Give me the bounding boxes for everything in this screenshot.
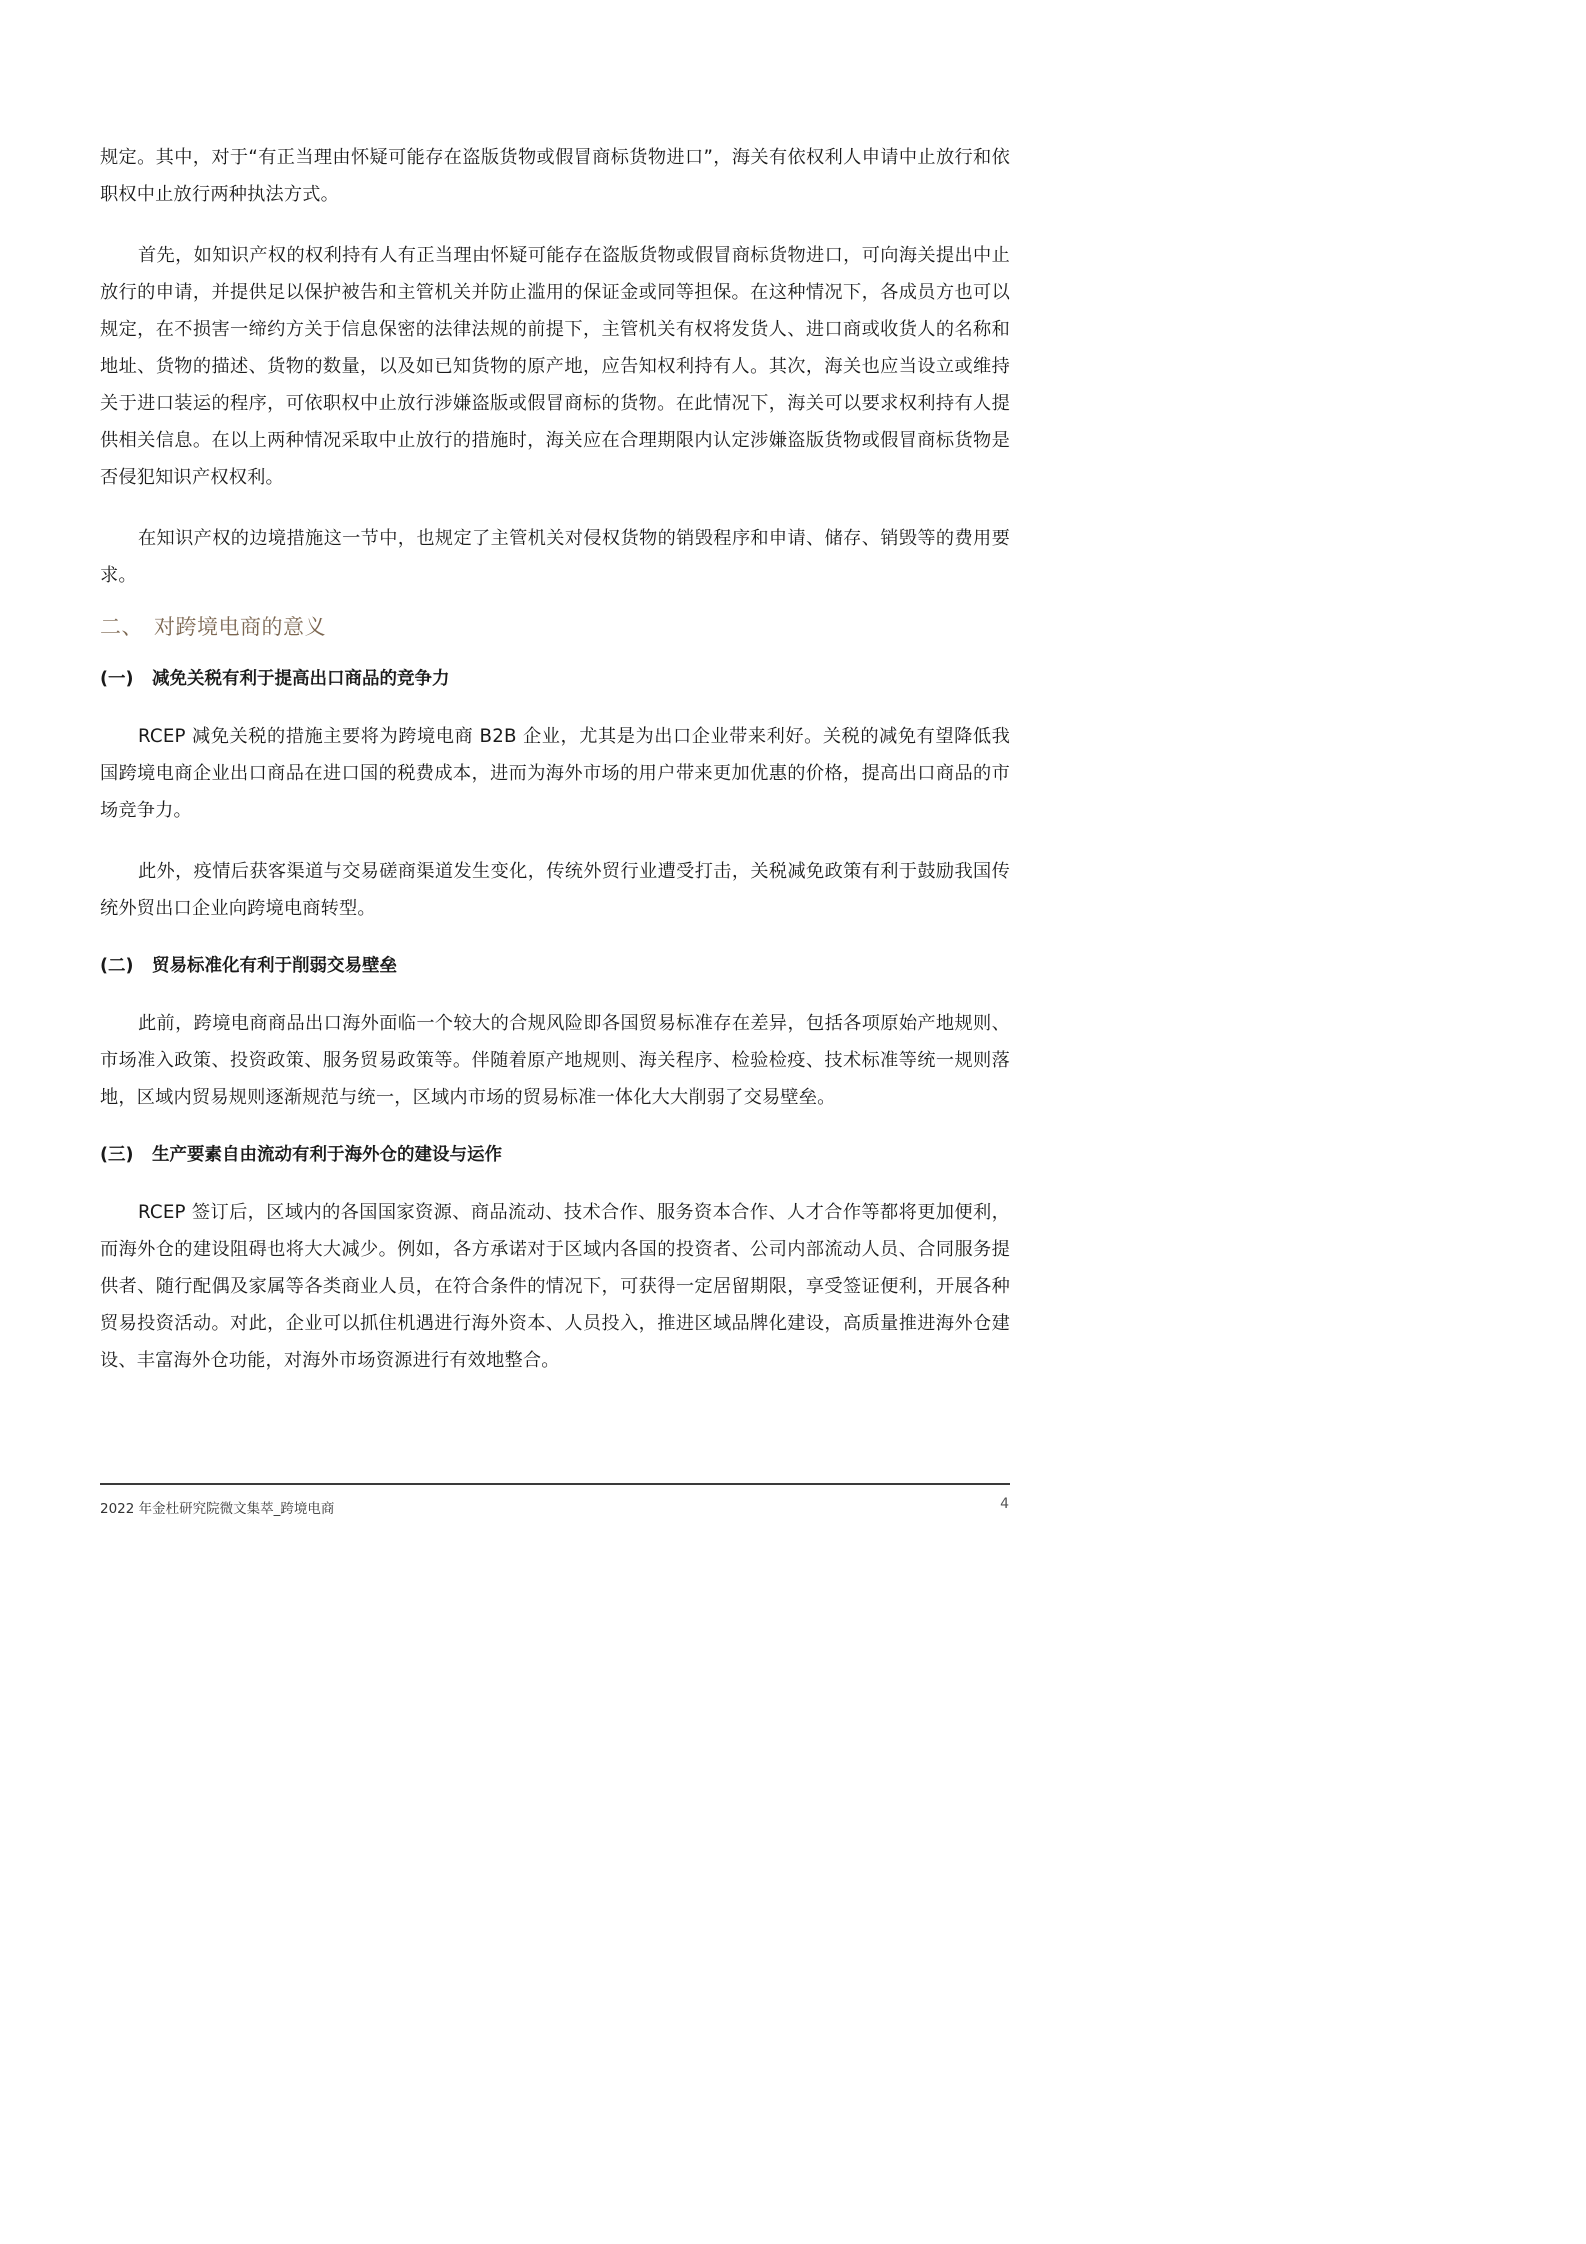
subsection-number: (一) <box>100 669 134 689</box>
paragraph-overseas-warehouse: RCEP 签订后，区域内的各国国家资源、商品流动、技术合作、服务资本合作、人才合作等都将更加便利，而海外仓的建设阻碍也将大大减少。例如，各方承诺对于区域内各国的投资者、公司内部流动人员、合同服务提供者、随行配偶及家属等各类商业人员，在符合条件的情况下，可获得一定居留期限，享受签证便利，开展各种贸易投资活动。对此，企业可以抓住机遇进行海外资本、人员投入，推进区域品牌化建设，高质量推进海外仓建设、丰富海外仓功能，对海外市场资源进行有效地整合。 <box>100 1202 1010 1371</box>
section-heading <box>100 610 1010 644</box>
footer-title: 2022 年金杜研究院微文集萃_跨境电商 <box>100 1501 335 1517</box>
page-number: 4 <box>1000 1496 1009 1512</box>
footer-divider <box>100 1483 1010 1485</box>
subsection-title: 生产要素自由流动有利于海外仓的建设与运作 <box>152 1145 502 1165</box>
paragraph-customs-procedures: 首先，如知识产权的权利持有人有正当理由怀疑可能存在盗版货物或假冒商标货物进口，可向海关提出中止放行的申请，并提供足以保护被告和主管机关并防止滥用的保证金或同等担保。在这种情况下，各成员方也可以规定，在不损害一缔约方关于信息保密的法律法规的前提下，主管机关有权将发货人、进口商或收货人的名称和地址、货物的描述、货物的数量，以及如已知货物的原产地，应告知权利持有人。其次，海关也应当设立或维持关于进口装运的程序，可依职权中止放行涉嫌盗版或假冒商标的货物。在此情况下，海关可以要求权利持有人提供相关信息。在以上两种情况采取中止放行的措施时，海关应在合理期限内认定涉嫌盗版货物或假冒商标货物是否侵犯知识产权权利。 <box>100 245 1010 488</box>
paragraph-transformation: 此外，疫情后获客渠道与交易磋商渠道发生变化，传统外贸行业遭受打击，关税减免政策有利于鼓励我国传统外贸出口企业向跨境电商转型。 <box>100 861 1010 919</box>
paragraph-tariff-reduction: RCEP 减免关税的措施主要将为跨境电商 B2B 企业，尤其是为出口企业带来利好。关税的减免有望降低我国跨境电商企业出口商品在进口国的税费成本，进而为海外市场的用户带来更加优惠的价格，提高出口商品的市场竞争力。 <box>100 726 1010 821</box>
subsection-title: 贸易标准化有利于削弱交易壁垒 <box>152 956 397 976</box>
subsection-heading-3 <box>100 1138 1010 1172</box>
section-number: 二、 <box>100 615 143 639</box>
subsection-number: (二) <box>100 956 134 976</box>
subsection-heading-2 <box>100 949 1010 983</box>
paragraph-trade-standardization: 此前，跨境电商商品出口海外面临一个较大的合规风险即各国贸易标准存在差异，包括各项原始产地规则、市场准入政策、投资政策、服务贸易政策等。伴随着原产地规则、海关程序、检验检疫、技术标准等统一规则落地，区域内贸易规则逐渐规范与统一，区域内市场的贸易标准一体化大大削弱了交易壁垒。 <box>100 1013 1010 1108</box>
paragraph-border-measures: 在知识产权的边境措施这一节中，也规定了主管机关对侵权货物的销毁程序和申请、储存、销毁等的费用要求。 <box>100 528 1010 586</box>
subsection-title: 减免关税有利于提高出口商品的竞争力 <box>152 669 450 689</box>
subsection-heading-1 <box>100 662 1010 696</box>
paragraph-continuation: 规定。其中，对于“有正当理由怀疑可能存在盗版货物或假冒商标货物进口”，海关有依权利人申请中止放行和依职权中止放行两种执法方式。 <box>100 147 1010 205</box>
section-title: 对跨境电商的意义 <box>154 615 326 639</box>
document-body <box>100 139 1010 1379</box>
subsection-number: (三) <box>100 1145 134 1165</box>
